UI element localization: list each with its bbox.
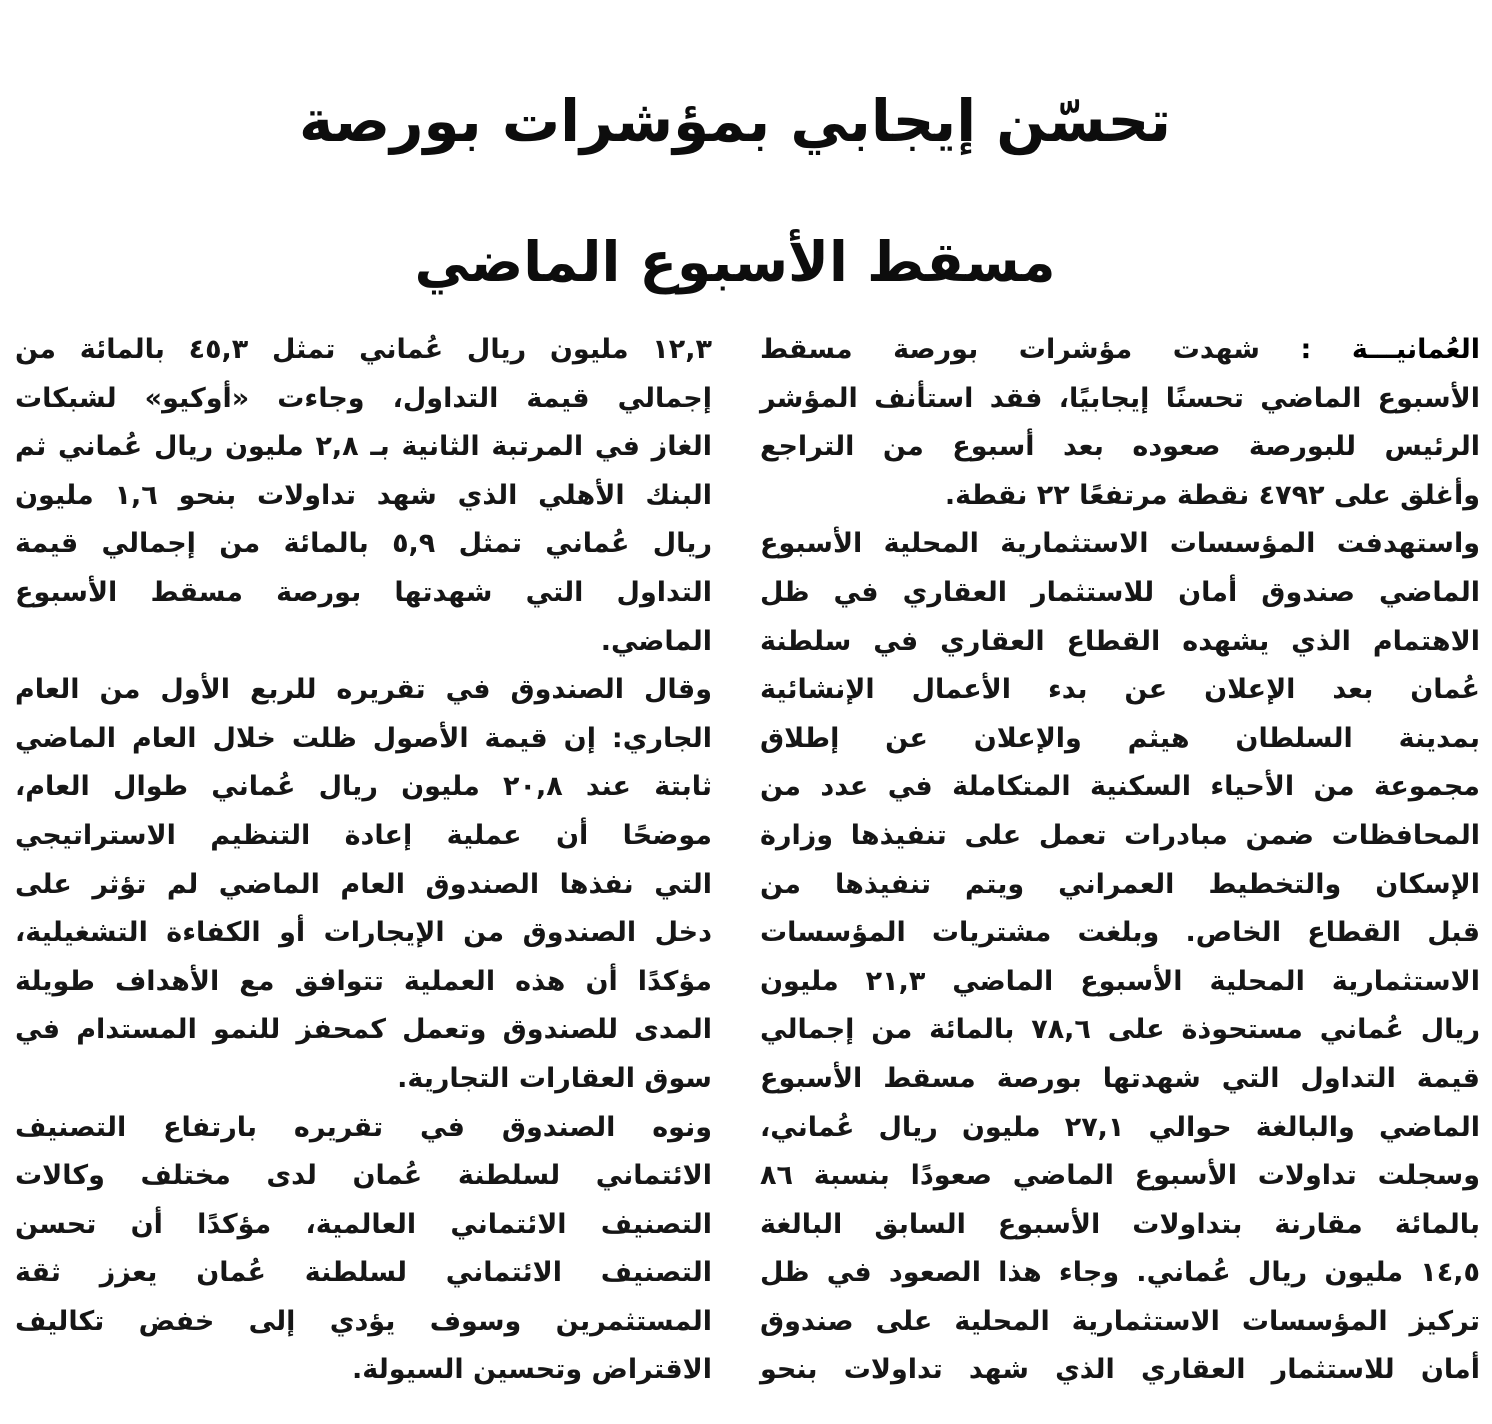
headline-text-2: مسقط الأسبوع الماضي	[414, 229, 1056, 294]
headline-line-1	[290, 61, 1180, 181]
article-line	[760, 618, 1480, 667]
line-text: الماضي صندوق أمان للاستثمار العقاري في ظل	[760, 576, 1480, 608]
line-text: إجمالي قيمة التداول، وجاءت «أوكيو» لشبكات	[15, 382, 712, 414]
article-line	[760, 520, 1480, 569]
line-content	[15, 1160, 712, 1191]
article-paragraph	[15, 326, 712, 666]
line-text: ١٤,٥ مليون ريال عُماني. وجاء هذا الصعود في ظل	[760, 1257, 1480, 1289]
article-line	[15, 1006, 712, 1055]
article-line	[760, 763, 1480, 812]
article-line	[15, 375, 712, 424]
line-text: الاستثمارية المحلية الأسبوع الماضي ٢١,٣ مليون	[760, 965, 1480, 997]
article-line	[760, 1152, 1480, 1201]
article-line	[760, 1346, 1480, 1395]
line-content	[15, 771, 712, 802]
line-content	[15, 1209, 712, 1240]
line-content	[15, 480, 712, 511]
line-content	[15, 1257, 712, 1288]
article-line	[15, 666, 712, 715]
line-text: المدى للصندوق وتعمل كمحفز للنمو المستدام في	[15, 1014, 712, 1046]
article-line	[15, 1249, 712, 1298]
article-line	[15, 618, 712, 667]
line-text: بالمائة مقارنة بتداولات الأسبوع السابق البالغة	[760, 1208, 1480, 1240]
article-line	[760, 909, 1480, 958]
line-content	[15, 431, 712, 462]
article-line	[760, 423, 1480, 472]
article-line	[760, 472, 1480, 521]
line-text: عُمان بعد الإعلان عن بدء الأعمال الإنشائية	[760, 674, 1480, 706]
line-text: ثابتة عند ٢٠,٨ مليون ريال عُماني طوال العام،	[15, 771, 713, 803]
line-content	[760, 966, 1480, 997]
article-column-left	[15, 326, 712, 1395]
article-line	[760, 326, 1480, 375]
line-text: واستهدفت المؤسسات الاستثمارية المحلية الأسبوع	[760, 528, 1480, 560]
line-content	[760, 674, 1480, 705]
dateline: العُمانيـــة :	[1300, 334, 1481, 365]
line-content	[15, 723, 712, 754]
article-line	[15, 520, 712, 569]
line-content	[15, 820, 712, 851]
line-content	[760, 1306, 1480, 1337]
line-content	[15, 917, 712, 948]
line-content	[760, 383, 1480, 414]
article-line	[760, 958, 1480, 1007]
article-line	[15, 1346, 712, 1395]
line-text: التصنيف الائتماني العالمية، مؤكدًا أن تحسن	[15, 1208, 712, 1240]
line-text: مؤكدًا أن هذه العملية تتوافق مع الأهداف طويلة	[15, 965, 712, 997]
line-content	[760, 820, 1480, 851]
line-content	[760, 334, 1480, 365]
article-line	[760, 715, 1480, 764]
article-paragraph	[760, 520, 1480, 1395]
article-line	[15, 1298, 712, 1347]
line-content	[760, 1014, 1480, 1045]
line-content	[760, 1257, 1480, 1288]
line-text: الماضي والبالغة حوالي ٢٧,١ مليون ريال عُماني،	[760, 1111, 1480, 1143]
article-line	[15, 1152, 712, 1201]
line-content	[15, 674, 712, 705]
line-text: التصنيف الائتماني لسلطنة عُمان يعزز ثقة	[15, 1257, 712, 1289]
article-line	[15, 472, 712, 521]
line-content	[15, 1306, 712, 1337]
line-text: الإسكان والتخطيط العمراني ويتم تنفيذها من	[760, 868, 1480, 900]
line-content	[760, 626, 1480, 657]
line-content	[945, 480, 1480, 511]
line-content	[760, 1063, 1480, 1094]
line-content	[15, 528, 712, 559]
line-text: وقال الصندوق في تقريره للربع الأول من العام	[15, 674, 712, 706]
line-content	[15, 1112, 712, 1143]
line-content	[352, 1354, 712, 1385]
line-text: ريال عُماني مستحوذة على ٧٨,٦ بالمائة من إجمالي	[760, 1014, 1480, 1046]
line-content	[760, 917, 1480, 948]
article-column-right	[760, 326, 1480, 1395]
line-content	[15, 383, 712, 414]
line-content	[601, 626, 712, 657]
line-content	[15, 334, 712, 365]
article-line	[760, 375, 1480, 424]
line-text: مجموعة من الأحياء السكنية المتكاملة في عدد من	[760, 771, 1480, 803]
article-line	[15, 326, 712, 375]
article-line	[760, 1298, 1480, 1347]
line-text: موضحًا أن عملية إعادة التنظيم الاستراتيجي	[15, 819, 712, 851]
line-text: الأسبوع الماضي تحسنًا إيجابيًا، فقد استأنف المؤشر	[760, 382, 1480, 414]
headline-line-2	[405, 197, 1065, 327]
article-paragraph	[15, 1104, 712, 1396]
line-content	[15, 577, 712, 608]
article-line	[760, 812, 1480, 861]
line-text: أمان للاستثمار العقاري الذي شهد تداولات بنحو	[760, 1354, 1480, 1386]
line-content	[760, 723, 1480, 754]
line-content	[15, 966, 712, 997]
line-text: بمدينة السلطان هيثم والإعلان عن إطلاق	[760, 722, 1480, 754]
line-text: الائتماني لسلطنة عُمان لدى مختلف وكالات	[15, 1160, 712, 1192]
line-text: الماضي.	[600, 625, 712, 657]
line-content	[760, 1209, 1480, 1240]
article-line	[15, 763, 712, 812]
article-paragraph	[15, 666, 712, 1103]
article-line	[15, 423, 712, 472]
line-text: المحافظات ضمن مبادرات تعمل على تنفيذها وزارة	[760, 819, 1480, 851]
article-line	[15, 861, 712, 910]
article-line	[15, 1055, 712, 1104]
headline-text-1: تحسّن إيجابي بمؤشرات بورصة	[298, 86, 1172, 155]
line-text: التي نفذها الصندوق العام الماضي لم تؤثر على	[15, 868, 712, 900]
line-content	[15, 869, 712, 900]
line-text: ونوه الصندوق في تقريره بارتفاع التصنيف	[15, 1111, 712, 1143]
article-line	[15, 958, 712, 1007]
line-content	[760, 431, 1480, 462]
article-line	[15, 909, 712, 958]
line-content	[760, 771, 1480, 802]
line-text: الجاري: إن قيمة الأصول ظلت خلال العام الماضي	[15, 722, 712, 754]
line-text: قبل القطاع الخاص. وبلغت مشتريات المؤسسات	[760, 917, 1480, 949]
article-line	[760, 1104, 1480, 1153]
line-text: ١٢,٣ مليون ريال عُماني تمثل ٤٥,٣ بالمائة من	[15, 334, 712, 365]
article-line	[760, 1201, 1480, 1250]
line-text: وأغلق على ٤٧٩٢ نقطة مرتفعًا ٢٢ نقطة.	[944, 479, 1480, 511]
line-text: سوق العقارات التجارية.	[397, 1062, 712, 1094]
article-paragraph	[760, 326, 1480, 520]
line-text: التداول التي شهدتها بورصة مسقط الأسبوع	[15, 576, 712, 608]
line-text: البنك الأهلي الذي شهد تداولات بنحو ١,٦ مليون	[15, 479, 712, 511]
line-text: قيمة التداول التي شهدتها بورصة مسقط الأسبوع	[760, 1062, 1480, 1094]
article-line	[760, 1055, 1480, 1104]
article-line	[760, 1006, 1480, 1055]
line-text: الاهتمام الذي يشهده القطاع العقاري في سلطنة	[760, 625, 1480, 657]
article-line	[760, 666, 1480, 715]
line-content	[15, 1014, 712, 1045]
article-line	[760, 861, 1480, 910]
line-content	[760, 1160, 1480, 1191]
line-text: شهدت مؤشرات بورصة مسقط	[760, 334, 1260, 365]
article-line	[15, 569, 712, 618]
line-text: دخل الصندوق من الإيجارات أو الكفاءة التشغيلية،	[15, 917, 712, 949]
line-content	[760, 577, 1480, 608]
line-text: الاقتراض وتحسين السيولة.	[352, 1354, 712, 1386]
line-text: الغاز في المرتبة الثانية بـ ٢,٨ مليون ريال عُماني ثم	[15, 431, 712, 463]
line-text: ريال عُماني تمثل ٥,٩ بالمائة من إجمالي قيمة	[15, 528, 712, 560]
line-content	[397, 1063, 712, 1094]
line-content	[760, 1112, 1480, 1143]
line-content	[760, 869, 1480, 900]
article-line	[760, 569, 1480, 618]
line-text: وسجلت تداولات الأسبوع الماضي صعودًا بنسبة ٨٦	[760, 1160, 1480, 1192]
article-line	[15, 1104, 712, 1153]
line-content	[760, 1354, 1480, 1385]
article-line	[760, 1249, 1480, 1298]
line-content	[760, 528, 1480, 559]
article-line	[15, 1201, 712, 1250]
line-text: الرئيس للبورصة صعوده بعد أسبوع من التراجع	[760, 431, 1480, 463]
article-line	[15, 715, 712, 764]
line-text: تركيز المؤسسات الاستثمارية المحلية على صندوق	[760, 1305, 1480, 1337]
article-line	[15, 812, 712, 861]
line-text: المستثمرين وسوف يؤدي إلى خفض تكاليف	[15, 1305, 712, 1337]
